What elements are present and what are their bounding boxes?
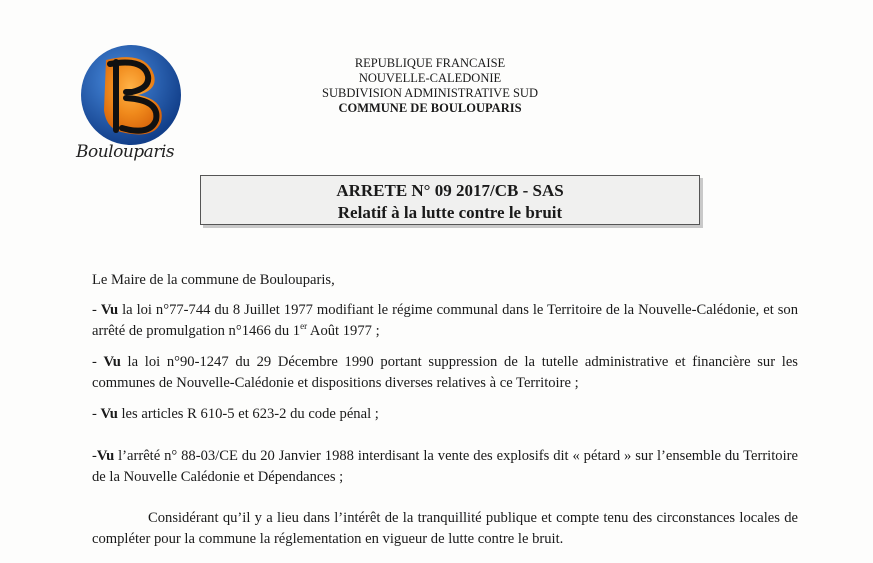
considerant-paragraph: Considérant qu’il y a lieu dans l’intérêt de la tranquillité publique et compte tenu des circonstances locales de compléter pour la commune la réglementation en vigueur de lutte contre le bruit. (92, 510, 798, 547)
decree-number: ARRETE N° 09 2017/CB - SAS (336, 181, 564, 200)
recital-text: les articles R 610-5 et 623-2 du code pénal ; (117, 406, 379, 422)
decree-title-box (200, 175, 700, 225)
vu-label: Vu (100, 302, 119, 318)
recital-arrete-88-03 (92, 446, 798, 488)
intro-paragraph: Le Maire de la commune de Boulouparis, (92, 272, 335, 288)
recital-prefix: - (92, 448, 97, 464)
vu-label: Vu (103, 354, 121, 370)
header-republique: REPUBLIQUE FRANCAISE (354, 56, 506, 70)
vu-label: Vu (100, 406, 118, 422)
header-territory: NOUVELLE-CALEDONIE (358, 71, 502, 85)
recital-prefix: - (92, 406, 101, 422)
logo-emblem-icon (76, 40, 186, 150)
recital-prefix: - (92, 302, 101, 318)
header-subdivision: SUBDIVISION ADMINISTRATIVE SUD (322, 86, 538, 100)
recital-loi-77-744 (92, 300, 798, 342)
recital-loi-90-1247 (92, 352, 798, 394)
document-header (315, 56, 545, 116)
recital-text: la loi n°77-744 du 8 Juillet 1977 modifiant le régime communal dans le Territoire de la Nouvelle-Calédonie, et son arrêté de promulgation n°1466 du 1 (92, 302, 798, 339)
recital-prefix: - (92, 354, 104, 370)
decree-body (92, 270, 798, 550)
recital-text: la loi n°90-1247 du 29 Décembre 1990 portant suppression de la tutelle administrative et financière sur les communes de Nouvelle-Calédonie et dispositions diverses relatives à ce Territoire ; (92, 354, 798, 391)
vu-label: Vu (96, 448, 115, 464)
ordinal-superscript: er (300, 321, 308, 332)
decree-subject: Relatif à la lutte contre le bruit (337, 203, 563, 222)
recital-text: l’arrêté n° 88-03/CE du 20 Janvier 1988 interdisant la vente des explosifs dit « pétard » sur l’ensemble du Territoire de la Nouvelle Calédonie et Dépendances ; (92, 448, 798, 485)
header-commune: COMMUNE DE BOULOUPARIS (338, 101, 522, 115)
recital-text-end: Août 1977 ; (307, 323, 380, 339)
recital-code-penal (92, 404, 798, 425)
logo-script-text: Boulouparis (76, 142, 175, 162)
